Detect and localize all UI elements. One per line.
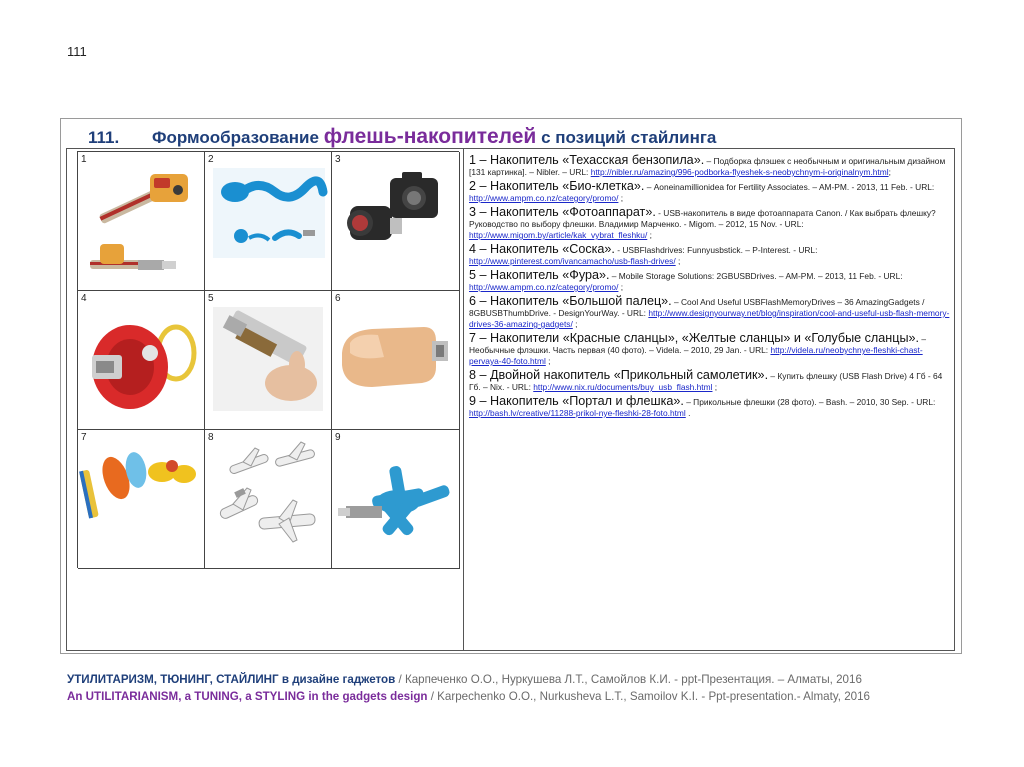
reference-link[interactable]: http://www.nix.ru/documents/buy_usb_flash.html — [533, 382, 713, 392]
slide-title — [88, 125, 716, 149]
reference-item — [469, 394, 953, 419]
footer-en-title: An UTILITARIANISM, a TUNING, a STYLING in the gadgets design — [67, 690, 428, 703]
image-grid — [77, 151, 459, 568]
reference-item — [469, 153, 953, 178]
reference-title: 1 – Накопитель «Техасская бензопила». — [469, 153, 705, 167]
reference-tail: ; — [572, 319, 578, 329]
footer-ru — [67, 671, 967, 688]
reference-body: – Купить флешку (USB Flash Drive) 4 Гб - 64 Гб. – Nix. - URL: — [469, 371, 943, 392]
reference-tail: ; — [888, 167, 891, 177]
reference-link[interactable]: http://www.pinterest.com/ivancamacho/usb-flash-drives/ — [469, 256, 676, 266]
reference-link[interactable]: http://nibler.ru/amazing/996-podborka-flyeshek-s-neobychnym-i-originalnym.html — [590, 167, 889, 177]
reference-title: 3 – Накопитель «Фотоаппарат». — [469, 205, 656, 219]
image-cell-1 — [78, 152, 205, 291]
bio-cell-flash-drive-icon — [205, 152, 331, 290]
reference-item — [469, 242, 953, 267]
image-cell-6 — [332, 291, 460, 430]
cell-number: 4 — [81, 293, 87, 304]
reference-tail: . — [685, 408, 691, 418]
cell-number: 1 — [81, 154, 87, 165]
reference-tail: ; — [675, 256, 681, 266]
image-cell-7 — [78, 430, 205, 569]
cell-number: 5 — [208, 293, 214, 304]
image-cell-4 — [78, 291, 205, 430]
truck-flash-drive-icon — [205, 291, 331, 429]
footer-en — [67, 688, 967, 705]
slide-title-accent: флешь-накопителей — [323, 125, 537, 148]
cell-number: 3 — [335, 154, 341, 165]
reference-title: 5 – Накопитель «Фура». — [469, 268, 610, 282]
camera-flash-drive-icon — [332, 152, 459, 290]
reference-item — [469, 179, 953, 204]
reference-body: - USB-накопитель в виде фотоаппарата Canon. / Как выбрать флешку? Руководство по выбору флешки. Владимир Марченко. - Migom. – 2012, 15 Nov. - URL: — [469, 208, 936, 229]
cell-number: 7 — [81, 432, 87, 443]
reference-link[interactable]: http://www.ampm.co.nz/category/promo/ — [469, 282, 619, 292]
airplane-flash-drive-icon — [205, 430, 331, 568]
image-cell-8 — [205, 430, 332, 569]
portal-flash-drive-icon — [332, 430, 459, 568]
cell-number: 2 — [208, 154, 214, 165]
reference-tail: ; — [545, 356, 551, 366]
reference-link[interactable]: http://www.ampm.co.nz/category/promo/ — [469, 193, 619, 203]
slide-title-prefix: Формообразование — [151, 128, 319, 147]
reference-link[interactable]: http://www.migom.by/article/kak_vybrat_fleshku/ — [469, 230, 648, 240]
reference-item — [469, 331, 953, 367]
reference-item — [469, 368, 953, 393]
page-number: 111 — [67, 44, 87, 59]
reference-body: – Cool And Useful USBFlashMemoryDrives – 36 AmazingGadgets / 8GBUSBThumbDrive. - DesignYourWay. - URL: — [469, 297, 925, 318]
footer-ru-credits: / Карпеченко О.О., Нуркушева Л.Т., Самойлов К.И. - ppt-Презентация. – Алматы, 2016 — [395, 673, 862, 686]
cell-number: 8 — [208, 432, 214, 443]
column-divider — [463, 148, 464, 651]
image-cell-2 — [205, 152, 332, 291]
references-list — [469, 153, 953, 420]
cell-number: 9 — [335, 432, 341, 443]
reference-body: – Aoneinamillionidea for Fertility Associates. – AM-PM. - 2013, 11 Feb. - URL: — [644, 182, 935, 192]
image-cell-3 — [332, 152, 460, 291]
flip-flops-flash-drive-icon — [78, 430, 204, 568]
reference-link[interactable]: http://www.designyourway.net/blog/inspiration/cool-and-useful-usb-flash-memory-drives-36-amazing-gadgets/ — [469, 308, 950, 329]
cell-number: 6 — [335, 293, 341, 304]
reference-body: – Подборка флэшек с необычным и оригинальным дизайном [131 картинка]. – Nibler. – URL: — [469, 156, 946, 177]
slide-title-suffix: с позиций стайлинга — [541, 128, 717, 147]
reference-title: 4 – Накопитель «Соска». — [469, 242, 615, 256]
reference-item — [469, 294, 953, 330]
reference-title: 6 – Накопитель «Большой палец». — [469, 294, 672, 308]
pacifier-flash-drive-icon — [78, 291, 204, 429]
chainsaw-flash-drive-icon — [78, 152, 204, 290]
reference-tail: ; — [618, 282, 624, 292]
reference-title: 2 – Накопитель «Био-клетка». — [469, 179, 645, 193]
reference-title: 7 – Накопители «Красные сланцы», «Желтые сланцы» и «Голубые сланцы». — [469, 331, 920, 345]
slide-title-number: 111. — [88, 128, 120, 147]
reference-body: – Mobile Storage Solutions: 2GBUSBDrives. – AM-PM. – 2013, 11 Feb. - URL: — [609, 271, 903, 281]
thumb-flash-drive-icon — [332, 291, 459, 429]
reference-body: - USBFlashdrives: Funnyusbstick. – P-Interest. - URL: — [614, 245, 818, 255]
reference-item — [469, 205, 953, 241]
reference-item — [469, 268, 953, 293]
image-cell-5 — [205, 291, 332, 430]
reference-link[interactable]: http://bash.lv/creative/11288-prikol-nye-fleshki-28-foto.html — [469, 408, 686, 418]
footer — [67, 671, 967, 705]
reference-body: – Необычные флэшки. Часть первая (40 фото). – Videla. – 2010, 29 Jan. - URL: — [469, 334, 927, 355]
reference-tail: ; — [618, 193, 624, 203]
reference-tail: ; — [647, 230, 652, 240]
reference-link[interactable]: http://videla.ru/neobychnye-fleshki-chast-pervaya-40-foto.html — [469, 345, 923, 366]
reference-title: 8 – Двойной накопитель «Прикольный самолетик». — [469, 368, 769, 382]
reference-body: – Прикольные флешки (28 фото). – Bash. – 2010, 30 Sep. - URL: — [683, 397, 936, 407]
reference-tail: ; — [712, 382, 718, 392]
image-cell-9 — [332, 430, 460, 569]
reference-title: 9 – Накопитель «Портал и флешка». — [469, 394, 684, 408]
footer-ru-title: УТИЛИТАРИЗМ, ТЮНИНГ, СТАЙЛИНГ в дизайне гаджетов — [67, 673, 396, 686]
footer-en-credits: / Karpechenko O.O., Nurkusheva L.T., Samoilov K.I. - Ppt-presentation.- Almaty, 2016 — [427, 690, 870, 703]
